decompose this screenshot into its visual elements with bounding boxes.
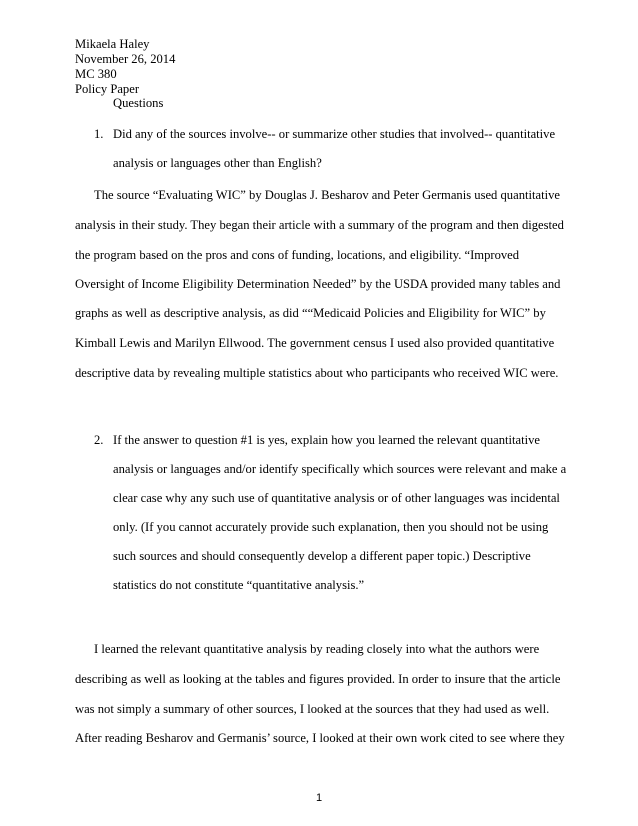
answer-1-line: graphs as well as descriptive analysis, as did ““Medicaid Policies and Eligibility for WIC” by [75,306,546,320]
question-2-line: statistics do not constitute “quantitative analysis.” [113,578,365,592]
answer-1-line: descriptive data by revealing multiple statistics about who participants who received WIC were. [75,366,559,380]
question-1-number: 1. [94,127,104,141]
question-1-line: Did any of the sources involve-- or summarize other studies that involved-- quantitative [113,127,556,141]
author-name: Mikaela Haley [75,37,150,51]
answer-2-line: was not simply a summary of other sources, I looked at the sources that they had used as well. [75,702,550,716]
answer-2-line: I learned the relevant quantitative analysis by reading closely into what the authors were [94,642,540,656]
question-2-number: 2. [94,433,104,447]
answer-2-line: describing as well as looking at the tables and figures provided. In order to insure that the article [75,672,561,686]
document-date: November 26, 2014 [75,52,176,66]
question-2-line: If the answer to question #1 is yes, explain how you learned the relevant quantitative [113,433,541,447]
answer-1-line: The source “Evaluating WIC” by Douglas J. Besharov and Peter Germanis used quantitative [94,188,560,202]
answer-1-line: analysis in their study. They began their article with a summary of the program and then digested [75,218,564,232]
answer-2-line: After reading Besharov and Germanis’ source, I looked at their own work cited to see where they [75,731,565,745]
question-2-line: clear case why any such use of quantitative analysis or of other languages was incidental [113,491,560,505]
section-title: Questions [113,96,164,110]
answer-1-line: the program based on the pros and cons of funding, locations, and eligibility. “Improved [75,248,520,262]
course-code: MC 380 [75,67,117,81]
question-1-line: analysis or languages other than English? [113,156,322,170]
document-type: Policy Paper [75,82,140,96]
question-2-line: such sources and should consequently develop a different paper topic.) Descriptive [113,549,531,563]
answer-1-line: Kimball Lewis and Marilyn Ellwood. The government census I used also provided quantitative [75,336,555,350]
question-2-line: only. (If you cannot accurately provide such explanation, then you should not be using [113,520,549,534]
question-2-line: analysis or languages and/or identify specifically which sources were relevant and make a [113,462,567,476]
answer-1-line: Oversight of Income Eligibility Determination Needed” by the USDA provided many tables and [75,277,561,291]
page-number: 1 [315,792,323,804]
